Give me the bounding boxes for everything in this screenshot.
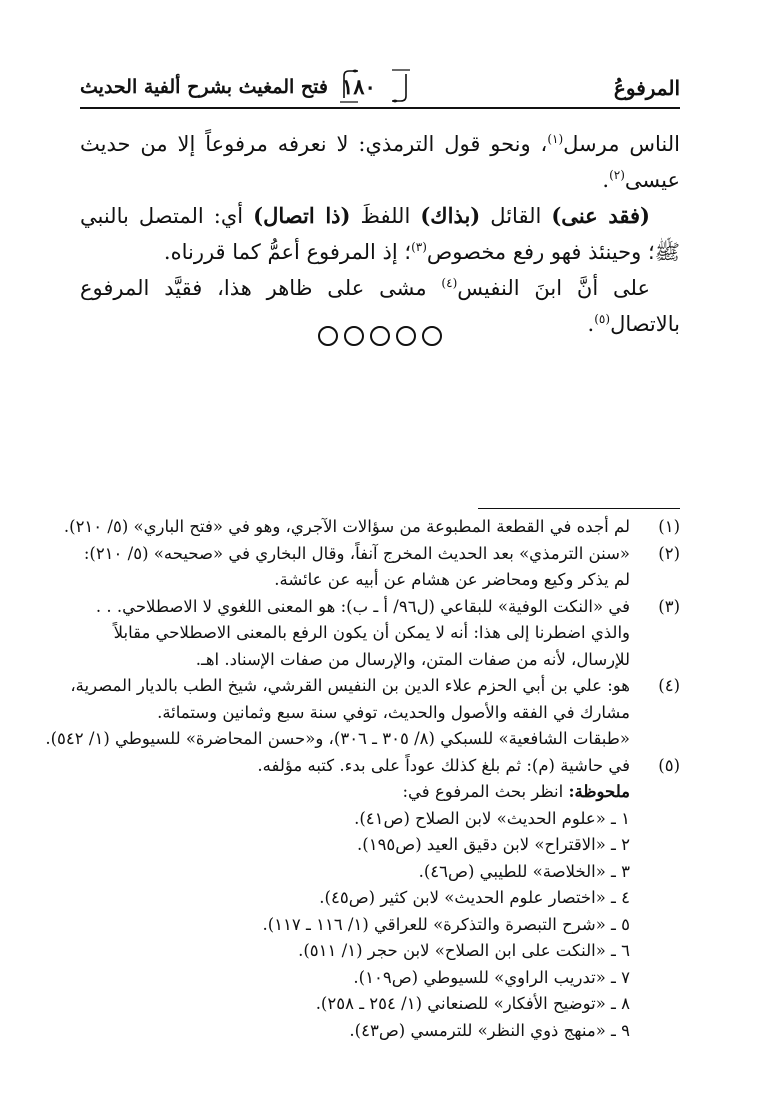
footnote-ref: (٤) — [441, 276, 458, 290]
footnote-number: (٣) — [658, 596, 680, 616]
circle-ornament-icon — [344, 326, 364, 346]
reference-item: ٩ ـ «منهج ذوي النظر» للترمسي (ص٤٣). — [349, 1020, 630, 1040]
paragraph: (فقد عنى) القائل (بذاك) اللفظَ (ذا اتصال) أي: المتصل بالنبي ﷺ؛ وحينئذ فهو رفع مخصوص$^{(٣)}$؛ إذ المرفوع أعمُّ كما قررناه. — [80, 203, 680, 264]
running-header — [80, 72, 680, 106]
page-number: ١٨٠ — [342, 74, 376, 99]
footnote — [63, 514, 680, 541]
reference-item: ٢ ـ «الاقتراح» لابن دقيق العيد (ص١٩٥). — [357, 835, 630, 854]
note-line — [80, 779, 630, 806]
footnote-line: للإرسال، لأنه من صفات المتن، والإرسال من صفات الإسناد. اهـ. — [195, 649, 630, 669]
reference-list — [80, 806, 630, 1045]
footnote-rule — [478, 508, 680, 509]
reference-item: ١ ـ «علوم الحديث» لابن الصلاح (ص٤١). — [354, 808, 630, 828]
main-text — [80, 126, 680, 342]
footnote-ref: (١) — [547, 132, 564, 146]
footnote-ref: (٢) — [609, 168, 625, 182]
footnote-line: «سنن الترمذي» بعد الحديث المخرج آنفاً، وقال البخاري في «صحيحه» (٥/ ٢١٠): — [83, 543, 630, 563]
footnote — [80, 753, 680, 1045]
footnote-number: (٢) — [658, 543, 680, 563]
footnote-line: هو: علي بن أبي الحزم علاء الدين بن النفيس القرشي، شيخ الطب بالديار المصرية، — [70, 676, 630, 695]
footnote-number: (١) — [658, 517, 680, 536]
section-title: المرفوعُ — [613, 76, 680, 100]
note-text: انظر بحث المرفوع في: — [402, 782, 569, 801]
note-label: ملحوظة: — [568, 782, 630, 801]
footnote-ref: (٣) — [411, 240, 427, 254]
reference-item: ٨ ـ «توضيح الأفكار» للصنعاني (١/ ٢٥٤ ـ ٢٥٨). — [315, 994, 630, 1013]
circle-ornament-icon — [318, 326, 338, 346]
footnote-number: (٥) — [658, 755, 680, 775]
reference-item: ٣ ـ «الخلاصة» للطيبي (ص٤٦). — [418, 861, 630, 881]
reference-item: ٥ ـ «شرح التبصرة والتذكرة» للعراقي (١/ ١١٦ ـ ١١٧). — [262, 914, 630, 934]
footnote-ref: (٥) — [594, 312, 611, 326]
footnote — [80, 541, 680, 594]
header-rule — [80, 107, 680, 109]
footnote-line: في «النكت الوفية» للبقاعي (ل٩٦/ أ ـ ب): هو المعنى اللغوي لا الاصطلاحي. . . — [95, 596, 630, 616]
paragraph: الناس مرسل$^{(١)}$، ونحو قول الترمذي: لا نعرفه مرفوعاً إلا من حديث عيسى$^{(٢)}$. — [80, 132, 680, 192]
footnotes — [45, 514, 680, 1044]
footnote-line: لم أجده في القطعة المطبوعة من سؤالات الآجري، وهو في «فتح الباري» (٥/ ٢١٠). — [63, 517, 630, 536]
reference-item: ٦ ـ «النكت على ابن الصلاح» لابن حجر (١/ ٥١١). — [298, 941, 630, 960]
circle-ornament-icon — [422, 326, 442, 346]
footnote-line: لم يذكر وكيع ومحاضر عن هشام عن أبيه عن عائشة. — [274, 570, 630, 589]
paragraph: على أنَّ ابنَ النفيس$^{(٤)}$ مشى على ظاهر هذا، فقيَّد المرفوع بالاتصال$^{(٥)}$. — [80, 276, 680, 336]
reference-item: ٧ ـ «تدريب الراوي» للسيوطي (ص١٠٩). — [353, 967, 630, 987]
circle-ornament-icon — [396, 326, 416, 346]
footnote-line: مشارك في الفقه والأصول والحديث، توفي سنة سبع وثمانين وستمائة. — [157, 702, 630, 722]
book-title: فتح المغيث بشرح ألفية الحديث — [80, 76, 328, 98]
footnote — [45, 673, 680, 753]
footnote — [80, 594, 680, 674]
reference-item: ٤ ـ «اختصار علوم الحديث» لابن كثير (ص٤٥). — [319, 888, 630, 907]
circle-ornament-icon — [370, 326, 390, 346]
footnote-number: (٤) — [658, 676, 680, 695]
section-separator — [0, 326, 760, 350]
footnote-line: والذي اضطرنا إلى هذا: أنه لا يمكن أن يكون الرفع بالمعنى الاصطلاحي مقابلاً — [113, 623, 630, 642]
footnote-line: «طبقات الشافعية» للسبكي (٨/ ٣٠٥ ـ ٣٠٦)، و«حسن المحاضرة» للسيوطي (١/ ٥٤٢). — [45, 729, 630, 748]
footnote-line: في حاشية (م): ثم بلغ كذلك عوداً على بدء. كتبه مؤلفه. — [257, 755, 630, 775]
